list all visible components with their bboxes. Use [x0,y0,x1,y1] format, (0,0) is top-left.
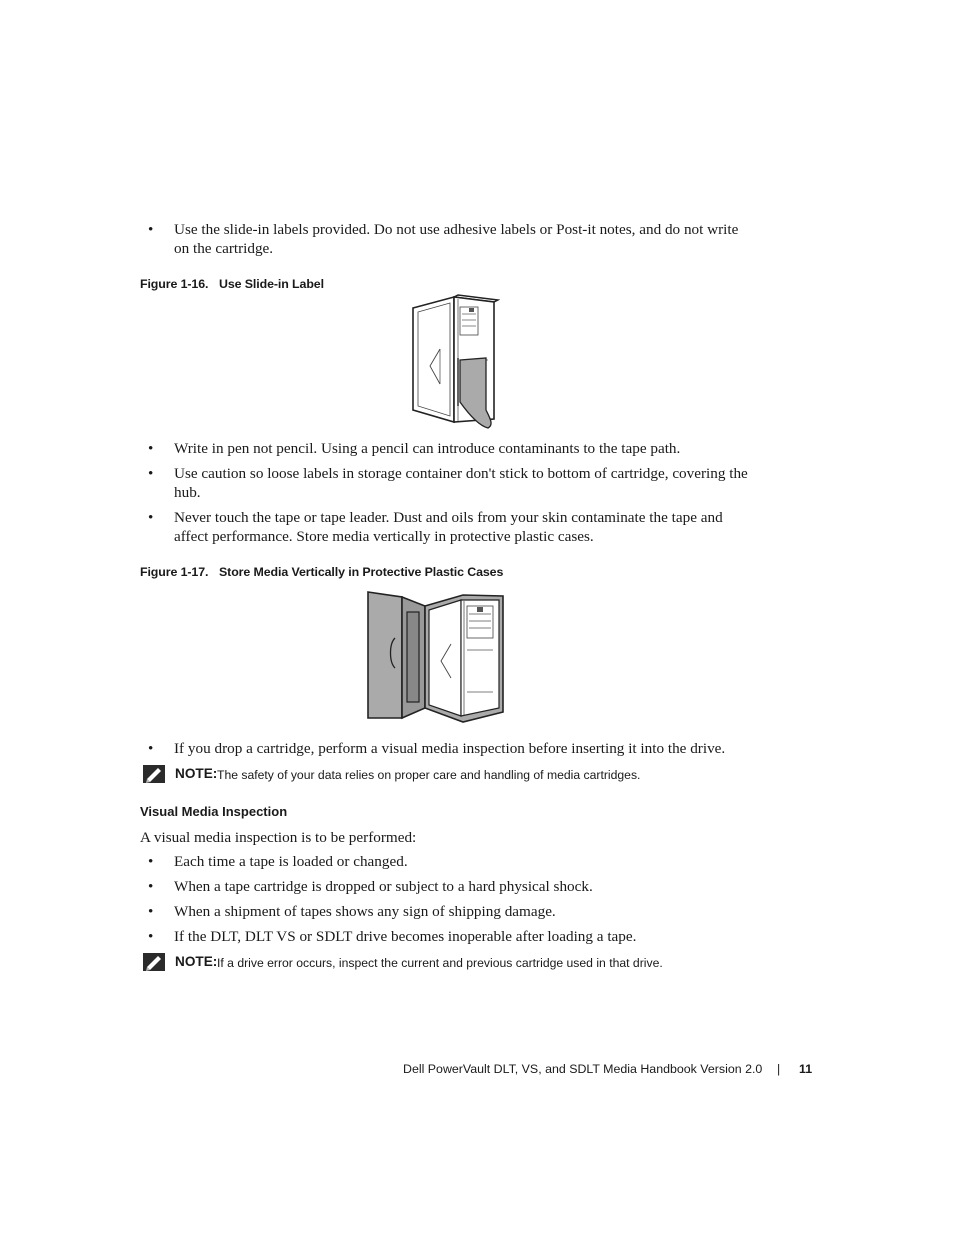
list-item [148,439,756,458]
pencil-note-icon [143,953,165,971]
bullet-mark: • [148,440,154,457]
list-item [148,902,756,921]
list-item [148,464,756,502]
tape-cartridge-slide-in-label-illustration [410,294,500,432]
note-text: If a drive error occurs, inspect the current and previous cartridge used in that drive. [217,956,663,970]
figure-number: Figure 1-16. [140,277,209,291]
list-item-text: If the DLT, DLT VS or SDLT drive becomes inoperable after loading a tape. [174,928,637,945]
note [143,953,783,975]
list-item-text: Write in pen not pencil. Using a pencil can introduce contaminants to the tape path. [174,440,681,457]
list-item [148,508,756,546]
section-intro: A visual media inspection is to be performed: [140,829,417,846]
figure-title: Store Media Vertically in Protective Plastic Cases [219,565,504,579]
tape-cartridge-in-plastic-case-illustration [365,588,507,726]
figure-number: Figure 1-17. [140,565,209,579]
list-item-text: When a shipment of tapes shows any sign of shipping damage. [174,903,556,920]
note-label: NOTE: [175,766,218,781]
figure-caption [140,277,324,291]
page-number: 11 [799,1062,813,1076]
note [143,765,783,787]
bullet-mark: • [148,878,154,895]
note-text: The safety of your data relies on proper care and handling of media cartridges. [217,768,641,782]
figure-title: Use Slide-in Label [219,277,324,291]
figure-caption [140,565,503,579]
footer-separator: | [777,1062,781,1076]
list-item-text: If you drop a cartridge, perform a visual media inspection before inserting it into the drive. [174,740,726,757]
bullet-mark: • [148,221,154,238]
list-item-text: Never touch the tape or tape leader. Dust and oils from your skin contaminate the tape and affect performance. Store media vertically in protective plastic cases. [174,509,723,545]
list-item-text: Each time a tape is loaded or changed. [174,853,408,870]
list-item [148,852,756,871]
list-item-text: Use the slide-in labels provided. Do not use adhesive labels or Post-it notes, and do not write on the cartridge. [174,221,739,257]
list-item-text: Use caution so loose labels in storage container don't stick to bottom of cartridge, covering the hub. [174,465,748,501]
bullet-mark: • [148,853,154,870]
pencil-note-icon [143,765,165,783]
list-item [148,220,756,258]
list-item [148,877,756,896]
footer-title: Dell PowerVault DLT, VS, and SDLT Media Handbook Version 2.0 [403,1062,763,1076]
bullet-mark: • [148,740,154,757]
bullet-mark: • [148,509,154,526]
bullet-mark: • [148,903,154,920]
list-item [148,927,756,946]
section-heading: Visual Media Inspection [140,804,288,819]
note-label: NOTE: [175,954,218,969]
bullet-mark: • [148,465,154,482]
bullet-mark: • [148,928,154,945]
list-item-text: When a tape cartridge is dropped or subject to a hard physical shock. [174,878,593,895]
list-item [148,739,756,758]
